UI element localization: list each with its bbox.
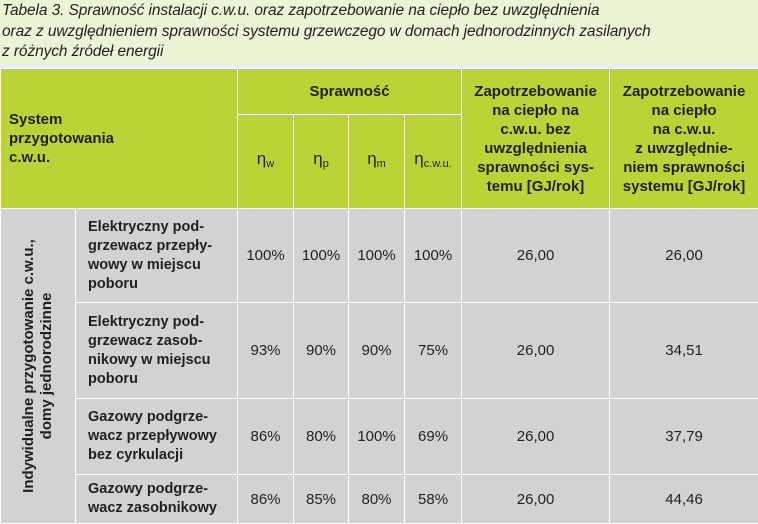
eta-cwu-value: 58% bbox=[405, 475, 462, 524]
row-label-line: Elektryczny pod- bbox=[88, 313, 237, 332]
row-label-line: poboru bbox=[88, 370, 237, 389]
eta-m-value: 90% bbox=[349, 303, 405, 399]
header-line: uwzględnienia bbox=[462, 139, 609, 158]
eta-w-value: 86% bbox=[238, 399, 294, 475]
eta-p-value: 100% bbox=[294, 209, 349, 303]
header-demand-with bbox=[610, 69, 758, 209]
header-line: na c.w.u. bbox=[610, 120, 758, 139]
eta-subscript: m bbox=[377, 158, 386, 170]
demand-without-value: 26,00 bbox=[462, 399, 610, 475]
header-system-line: przygotowania bbox=[9, 129, 237, 148]
row-label-line: bez cyrkulacji bbox=[88, 446, 237, 465]
row-label bbox=[76, 209, 238, 303]
demand-without-value: 26,00 bbox=[462, 209, 610, 303]
efficiency-table bbox=[0, 68, 758, 524]
eta-symbol: η bbox=[257, 149, 266, 168]
demand-without-value: 26,00 bbox=[462, 303, 610, 399]
header-eta-cwu bbox=[405, 115, 462, 209]
header-eta-w bbox=[238, 115, 294, 209]
eta-subscript: w bbox=[266, 158, 274, 170]
row-label bbox=[76, 399, 238, 475]
header-demand-without bbox=[462, 69, 610, 209]
group-label-cell bbox=[1, 209, 76, 524]
eta-w-value: 100% bbox=[238, 209, 294, 303]
demand-with-value: 37,79 bbox=[610, 399, 758, 475]
row-label bbox=[76, 303, 238, 399]
eta-w-value: 86% bbox=[238, 475, 294, 524]
header-line: na ciepło bbox=[610, 101, 758, 120]
header-line: niem sprawności bbox=[610, 158, 758, 177]
row-label-line: grzewacz przepły- bbox=[88, 237, 237, 256]
eta-m-value: 80% bbox=[349, 475, 405, 524]
table-row bbox=[1, 475, 758, 524]
caption-line-3: z różnych źródeł energii bbox=[2, 42, 758, 63]
demand-without-value: 26,00 bbox=[462, 475, 610, 524]
table-row bbox=[1, 209, 758, 303]
demand-with-value: 44,46 bbox=[610, 475, 758, 524]
table-row bbox=[1, 303, 758, 399]
eta-symbol: η bbox=[367, 149, 376, 168]
demand-with-value: 34,51 bbox=[610, 303, 758, 399]
eta-symbol: η bbox=[313, 149, 322, 168]
row-label-line: grzewacz zasob- bbox=[88, 332, 237, 351]
header-line: sprawności sys- bbox=[462, 158, 609, 177]
group-label-line: Indywidualne przygotowanie c.w.u., bbox=[20, 239, 38, 493]
eta-m-value: 100% bbox=[349, 209, 405, 303]
header-line: Zapotrzebowanie bbox=[462, 82, 609, 101]
group-label bbox=[20, 239, 56, 493]
table-row bbox=[1, 399, 758, 475]
demand-with-value: 26,00 bbox=[610, 209, 758, 303]
header-line: systemu [GJ/rok] bbox=[610, 177, 758, 196]
group-label-line: domy jednorodzinne bbox=[38, 239, 56, 493]
header-eta-p bbox=[294, 115, 349, 209]
header-eta-m bbox=[349, 115, 405, 209]
row-label-line: Gazowy podgrze- bbox=[88, 408, 237, 427]
row-label-line: poboru bbox=[88, 275, 237, 294]
eta-cwu-value: 75% bbox=[405, 303, 462, 399]
row-label bbox=[76, 475, 238, 524]
eta-m-value: 100% bbox=[349, 399, 405, 475]
row-label-line: wacz zasobnikowy bbox=[88, 499, 237, 518]
eta-symbol: η bbox=[414, 149, 423, 168]
header-line: temu [GJ/rok] bbox=[462, 177, 609, 196]
header-line: Zapotrzebowanie bbox=[610, 82, 758, 101]
row-label-line: wacz przepływowy bbox=[88, 427, 237, 446]
eta-p-value: 80% bbox=[294, 399, 349, 475]
header-system bbox=[1, 69, 238, 209]
row-label-line: nikowy w miejscu bbox=[88, 351, 237, 370]
caption-line-2: oraz z uwzględnieniem sprawności systemu grzewczego w domach jednorodzinnych zasilanych bbox=[2, 22, 758, 43]
row-label-line: wowy w miejscu bbox=[88, 256, 237, 275]
table-caption bbox=[0, 0, 758, 68]
header-sprawnosc: Sprawność bbox=[238, 69, 462, 115]
header-line: na ciepło na bbox=[462, 101, 609, 120]
header-line: c.w.u. bez bbox=[462, 120, 609, 139]
eta-subscript: p bbox=[323, 158, 329, 170]
caption-line-1: Tabela 3. Sprawność instalacji c.w.u. oraz zapotrzebowanie na ciepło bez uwzględnienia bbox=[2, 1, 758, 22]
eta-p-value: 90% bbox=[294, 303, 349, 399]
eta-subscript: c.w.u. bbox=[424, 158, 452, 170]
header-system-line: System bbox=[9, 110, 237, 129]
eta-cwu-value: 100% bbox=[405, 209, 462, 303]
header-line: z uwzględnie- bbox=[610, 139, 758, 158]
row-label-line: Gazowy podgrze- bbox=[88, 480, 237, 499]
eta-cwu-value: 69% bbox=[405, 399, 462, 475]
eta-w-value: 93% bbox=[238, 303, 294, 399]
eta-p-value: 85% bbox=[294, 475, 349, 524]
header-system-line: c.w.u. bbox=[9, 148, 237, 167]
row-label-line: Elektryczny pod- bbox=[88, 218, 237, 237]
